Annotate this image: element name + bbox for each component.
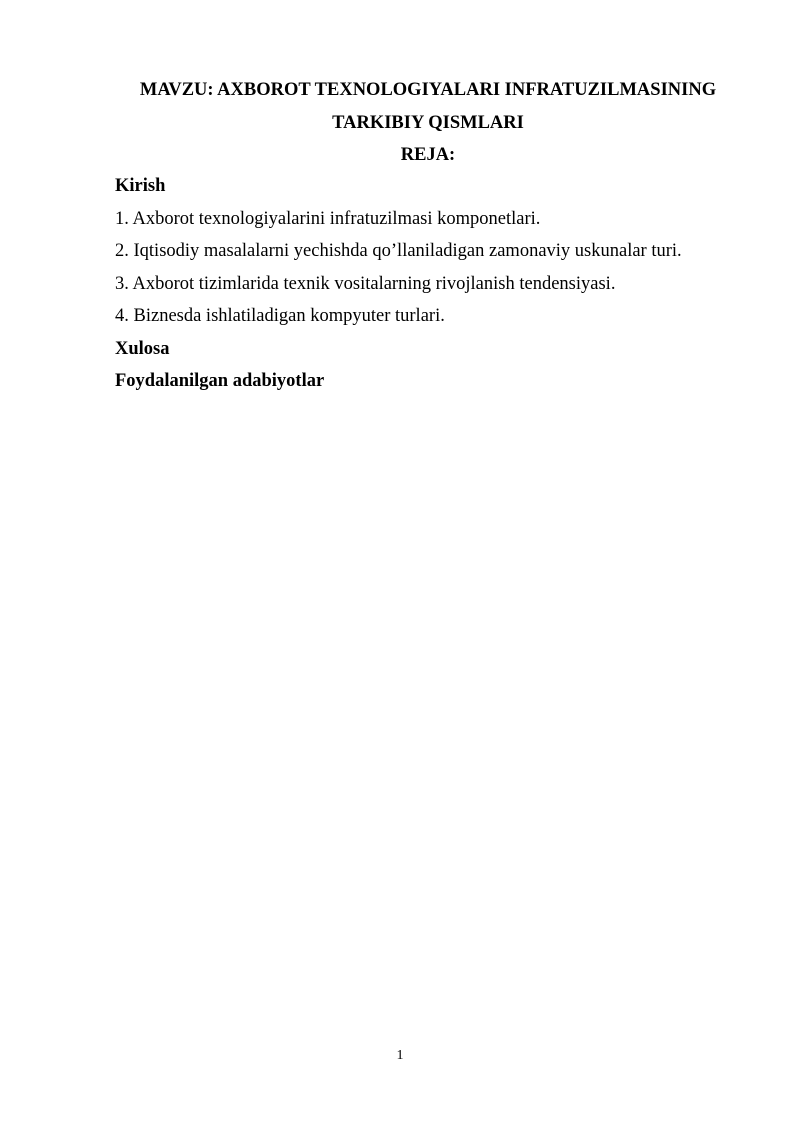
plan-heading: REJA: — [400, 145, 456, 165]
conclusion-heading: Xulosa — [115, 338, 170, 359]
title-line-1: MAVZU: AXBOROT TEXNOLOGIYALARI INFRATUZILMASINING — [139, 80, 717, 100]
plan-item-4: 4. Biznesda ishlatiladigan kompyuter turlari. — [115, 306, 445, 326]
page-number: 1 — [396, 1048, 404, 1063]
references-heading: Foydalanilgan adabiyotlar — [115, 371, 325, 391]
title-line-2: TARKIBIY QISMLARI — [332, 112, 524, 133]
plan-item-2: 2. Iqtisodiy masalalarni yechishda qo’llaniladigan zamonaviy uskunalar turi. — [115, 241, 682, 261]
plan-item-3: 3. Axborot tizimlarida texnik vositalarning rivojlanish tendensiyasi. — [115, 273, 616, 294]
title-block — [115, 74, 741, 172]
plan-content — [115, 170, 755, 398]
intro-heading: Kirish — [115, 176, 166, 196]
plan-item-1: 1. Axborot texnologiyalarini infratuzilmasi komponetlari. — [115, 208, 541, 229]
